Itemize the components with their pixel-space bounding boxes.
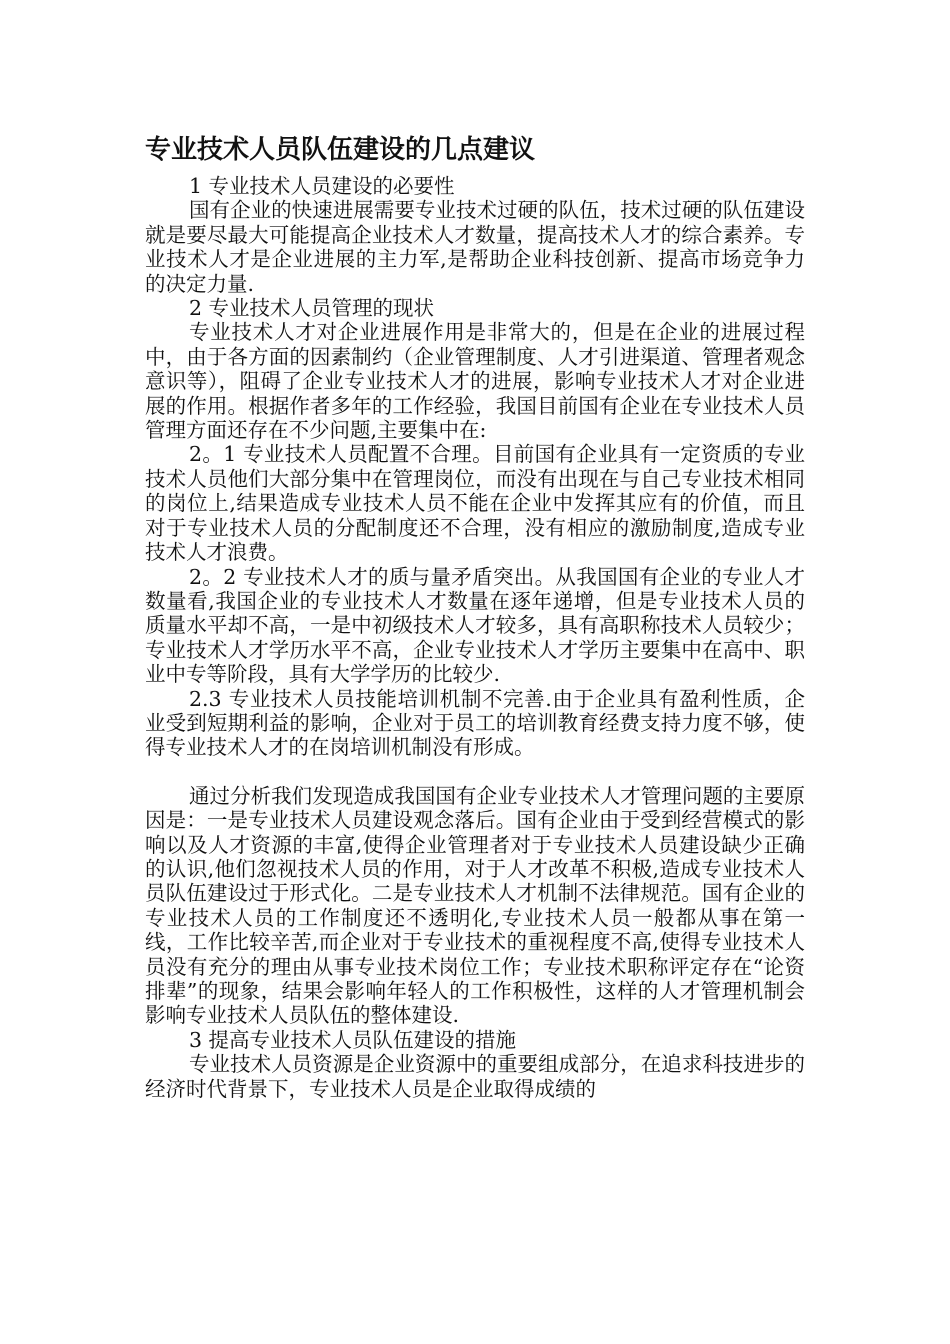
- body-paragraph: 专业技术人才对企业进展作用是非常大的，但是在企业的进展过程中，由于各方面的因素制约（企业管理制度、人才引进渠道、管理者观念意识等），阻碍了企业专业技术人才的进展，影响专业技术人才对企业进展的作用。根据作者多年的工作经验，我国目前国有企业在专业技术人员管理方面还存在不少问题,主要集中在:: [145, 320, 805, 443]
- body-paragraph: 国有企业的快速进展需要专业技术过硬的队伍，技术过硬的队伍建设就是要尽最大可能提高企业技术人才数量，提高技术人才的综合素养。专业技术人才是企业进展的主力军,是帮助企业科技创新、提高市场竞争力的决定力量.: [145, 198, 805, 296]
- analysis-paragraph: 通过分析我们发现造成我国国有企业专业技术人才管理问题的主要原因是：一是专业技术人员建设观念落后。国有企业由于受到经营模式的影响以及人才资源的丰富,使得企业管理者对于专业技术人员建设缺少正确的认识,他们忽视技术人员的作用，对于人才改革不积极,造成专业技术人员队伍建设过于形式化。二是专业技术人才机制不法律规范。国有企业的专业技术人员的工作制度还不透明化,专业技术人员一般都从事在第一线，工作比较辛苦,而企业对于专业技术的重视程度不高,使得专业技术人员没有充分的理由从事专业技术岗位工作；专业技术职称评定存在“论资排辈”的现象，结果会影响年轻人的工作积极性，这样的人才管理机制会影响专业技术人员队伍的整体建设.: [145, 783, 805, 1028]
- section-heading-2: 2 专业技术人员管理的现状: [189, 296, 435, 321]
- body-paragraph: 专业技术人员资源是企业资源中的重要组成部分，在追求科技进步的经济时代背景下，专业技术人员是企业取得成绩的: [145, 1052, 805, 1101]
- document-page: [145, 130, 805, 1101]
- section-heading-3: 3 提高专业技术人员队伍建设的措施: [189, 1027, 517, 1052]
- section-heading-1: 1 专业技术人员建设的必要性: [189, 174, 455, 198]
- document-title: 专业技术人员队伍建设的几点建议: [145, 135, 536, 165]
- subsection-2-3: 2.3 专业技术人员技能培训机制不完善.由于企业具有盈利性质，企业受到短期利益的影响，企业对于员工的培训教育经费支持力度不够，使得专业技术人才的在岗培训机制没有形成。: [145, 686, 805, 760]
- subsection-2-1: 2。1 专业技术人员配置不合理。目前国有企业具有一定资质的专业技术人员他们大部分集中在管理岗位，而没有出现在与自己专业技术相同的岗位上,结果造成专业技术人员不能在企业中发挥其应有的价值，而且对于专业技术人员的分配制度还不合理，没有相应的激励制度,造成专业技术人才浪费。: [145, 442, 805, 565]
- blank-line: [145, 760, 805, 784]
- subsection-2-2: 2。2 专业技术人才的质与量矛盾突出。从我国国有企业的专业人才数量看,我国企业的专业技术人才数量在逐年递增，但是专业技术人员的质量水平却不高，一是中初级技术人才较多，具有高职称技术人员较少；专业技术人才学历水平不高，企业专业技术人才学历主要集中在高中、职业中专等阶段，具有大学学历的比较少.: [145, 564, 805, 687]
